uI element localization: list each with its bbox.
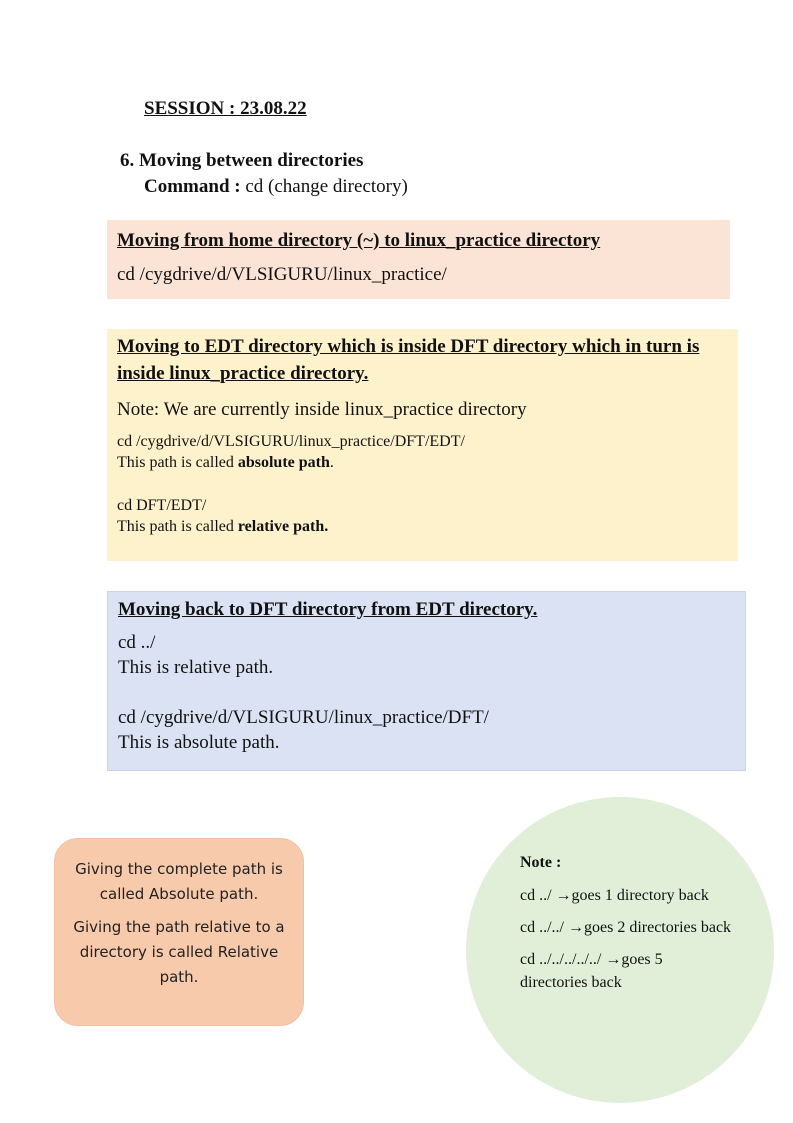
section-heading: 6. Moving between directories — [120, 150, 364, 171]
note-item — [520, 884, 734, 907]
relative-path-group — [117, 495, 728, 537]
edt-directory-box — [107, 329, 738, 561]
relative-prefix: This path is called — [117, 518, 238, 535]
relative-description — [117, 516, 728, 537]
box3-absolute-description: This is absolute path. — [118, 732, 280, 753]
box3-relative-command: cd ../ — [118, 632, 156, 653]
box2-note: Note: We are currently inside linux_practice directory — [117, 399, 527, 420]
relative-label: relative path. — [237, 518, 329, 535]
absolute-prefix: This path is called — [117, 454, 238, 471]
arrow-right-icon: → — [568, 919, 584, 936]
note-description: goes 2 directories back — [584, 919, 732, 936]
command-label: Command : — [144, 176, 241, 197]
note-command: cd ../ — [520, 887, 556, 904]
box2-title: Moving to EDT directory which is inside DFT directory which in turn is inside linux_practice directory. — [117, 336, 700, 384]
home-to-practice-box — [107, 220, 730, 299]
path-definitions-box — [54, 838, 304, 1026]
note-description: goes 1 directory back — [571, 887, 709, 904]
note-description: goes 5 directories back — [520, 951, 663, 991]
session-title: SESSION : 23.08.22 — [144, 98, 307, 119]
note-command: cd ../../ — [520, 919, 568, 936]
box3-absolute-command: cd /cygdrive/d/VLSIGURU/linux_practice/DFT/ — [118, 707, 489, 728]
note-item — [520, 916, 734, 939]
note-command: cd ../../../../../ — [520, 951, 606, 968]
absolute-label: absolute path — [237, 454, 330, 471]
note-circle — [466, 797, 774, 1103]
box3-title: Moving back to DFT directory from EDT directory. — [118, 599, 538, 620]
note-title: Note : — [520, 854, 562, 871]
absolute-command: cd /cygdrive/d/VLSIGURU/linux_practice/DFT/EDT/ — [117, 433, 465, 450]
note-item — [520, 948, 734, 994]
command-value: cd (change directory) — [245, 176, 408, 197]
absolute-description — [117, 452, 728, 473]
absolute-suffix: . — [329, 454, 334, 471]
back-to-dft-box — [107, 591, 746, 771]
absolute-path-group — [117, 431, 728, 473]
command-line — [144, 176, 408, 198]
arrow-right-icon: → — [555, 887, 572, 904]
box1-command: cd /cygdrive/d/VLSIGURU/linux_practice/ — [117, 264, 447, 285]
relative-definition: Giving the path relative to a directory is called Relative path. — [73, 918, 285, 986]
arrow-right-icon: → — [605, 951, 622, 968]
box3-relative-description: This is relative path. — [118, 657, 274, 678]
absolute-definition: Giving the complete path is called Absolute path. — [75, 860, 283, 903]
relative-command: cd DFT/EDT/ — [117, 497, 207, 514]
box1-title: Moving from home directory (~) to linux_practice directory — [117, 230, 601, 251]
